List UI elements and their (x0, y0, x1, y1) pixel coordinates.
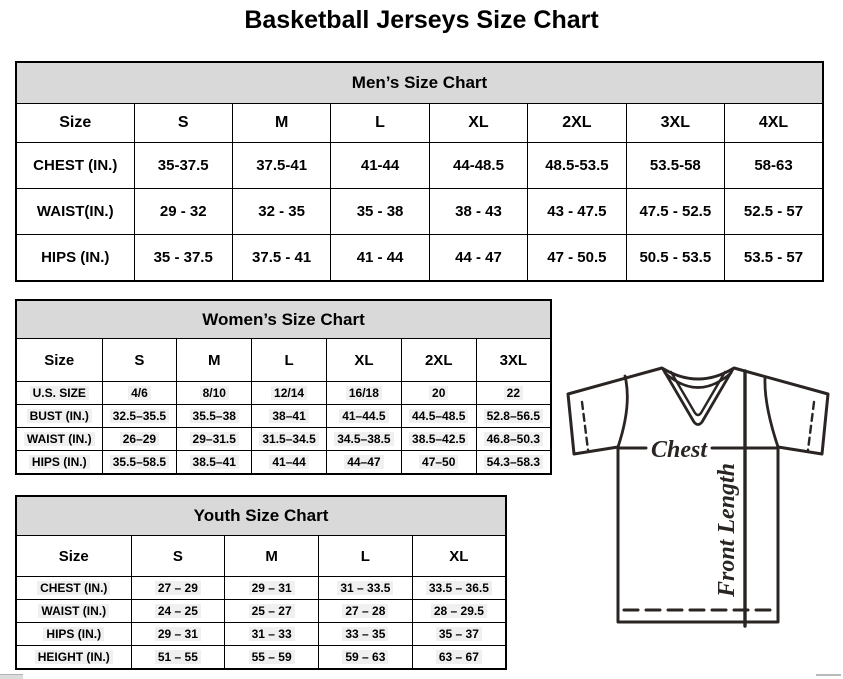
size-cell: 35 - 37.5 (134, 235, 232, 282)
size-cell: 31 – 33.5 (319, 577, 413, 600)
size-cell: 59 – 63 (319, 646, 413, 670)
size-cell: 8/10 (177, 382, 252, 405)
mens-size-table (15, 61, 824, 282)
size-cell: 35 – 37 (412, 623, 506, 646)
size-cell: 4/6 (102, 382, 177, 405)
size-cell: 47 - 50.5 (528, 235, 626, 282)
size-cell: 32.5–35.5 (102, 405, 177, 428)
size-cell: 41 - 44 (331, 235, 429, 282)
size-cell: 58-63 (725, 143, 823, 189)
size-cell: 43 - 47.5 (528, 189, 626, 235)
size-cell: 31 – 33 (225, 623, 319, 646)
size-cell: 46.8–50.3 (476, 428, 551, 451)
size-cell: 47.5 - 52.5 (626, 189, 724, 235)
mens-row-label: HIPS (IN.) (16, 235, 134, 282)
mens-col-header: M (232, 104, 330, 143)
womens-col-header-size: Size (16, 339, 102, 382)
size-cell: 44.5–48.5 (401, 405, 476, 428)
mens-col-header: S (134, 104, 232, 143)
size-cell: 35.5–38 (177, 405, 252, 428)
youth-table-title: Youth Size Chart (16, 496, 506, 536)
mens-row-label: WAIST(IN.) (16, 189, 134, 235)
mens-col-header-size: Size (16, 104, 134, 143)
womens-col-header: 3XL (476, 339, 551, 382)
mens-row-label: CHEST (IN.) (16, 143, 134, 189)
size-cell: 41-44 (331, 143, 429, 189)
size-cell: 54.3–58.3 (476, 451, 551, 475)
mens-col-header: L (331, 104, 429, 143)
youth-col-header: S (131, 536, 225, 577)
size-cell: 53.5 - 57 (725, 235, 823, 282)
womens-row-label: HIPS (IN.) (16, 451, 102, 475)
youth-col-header: L (319, 536, 413, 577)
size-cell: 29–31.5 (177, 428, 252, 451)
size-cell: 20 (401, 382, 476, 405)
size-cell: 33.5 – 36.5 (412, 577, 506, 600)
youth-row-label: HIPS (IN.) (16, 623, 131, 646)
size-cell: 41–44 (252, 451, 327, 475)
mens-col-header: 4XL (725, 104, 823, 143)
size-cell: 48.5-53.5 (528, 143, 626, 189)
youth-col-header: M (225, 536, 319, 577)
size-cell: 16/18 (326, 382, 401, 405)
size-cell: 37.5 - 41 (232, 235, 330, 282)
size-cell: 34.5–38.5 (326, 428, 401, 451)
size-cell: 29 - 32 (134, 189, 232, 235)
youth-size-table (15, 495, 507, 670)
size-cell: 26–29 (102, 428, 177, 451)
womens-col-header: XL (326, 339, 401, 382)
size-cell: 47–50 (401, 451, 476, 475)
youth-row-label: CHEST (IN.) (16, 577, 131, 600)
size-cell: 38–41 (252, 405, 327, 428)
jersey-outline (568, 368, 828, 622)
size-cell: 51 – 55 (131, 646, 225, 670)
size-cell: 44-48.5 (429, 143, 527, 189)
chest-label: Chest (650, 437, 708, 463)
size-cell: 12/14 (252, 382, 327, 405)
size-cell: 44–47 (326, 451, 401, 475)
size-cell: 52.8–56.5 (476, 405, 551, 428)
size-cell: 50.5 - 53.5 (626, 235, 724, 282)
size-cell: 27 – 28 (319, 600, 413, 623)
womens-size-table (15, 299, 552, 475)
size-cell: 55 – 59 (225, 646, 319, 670)
size-cell: 52.5 - 57 (725, 189, 823, 235)
size-cell: 29 – 31 (225, 577, 319, 600)
womens-table-title: Women’s Size Chart (16, 300, 551, 339)
front-length-label: Front Length (714, 462, 740, 598)
size-cell: 22 (476, 382, 551, 405)
mens-table-title: Men’s Size Chart (16, 62, 823, 104)
mens-col-header: XL (429, 104, 527, 143)
size-cell: 35 - 38 (331, 189, 429, 235)
youth-row-label: HEIGHT (IN.) (16, 646, 131, 670)
size-cell: 35.5–58.5 (102, 451, 177, 475)
womens-col-header: L (252, 339, 327, 382)
size-cell: 33 – 35 (319, 623, 413, 646)
size-cell: 38.5–42.5 (401, 428, 476, 451)
womens-col-header: M (177, 339, 252, 382)
size-cell: 38 - 43 (429, 189, 527, 235)
size-cell: 29 – 31 (131, 623, 225, 646)
mens-col-header: 2XL (528, 104, 626, 143)
size-cell: 41–44.5 (326, 405, 401, 428)
womens-col-header: 2XL (401, 339, 476, 382)
size-cell: 24 – 25 (131, 600, 225, 623)
size-cell: 53.5-58 (626, 143, 724, 189)
jersey-diagram-icon (558, 360, 840, 660)
size-cell: 32 - 35 (232, 189, 330, 235)
womens-row-label: U.S. SIZE (16, 382, 102, 405)
mens-col-header: 3XL (626, 104, 724, 143)
size-cell: 27 – 29 (131, 577, 225, 600)
size-cell: 25 – 27 (225, 600, 319, 623)
size-cell: 63 – 67 (412, 646, 506, 670)
womens-row-label: WAIST (IN.) (16, 428, 102, 451)
womens-col-header: S (102, 339, 177, 382)
bottom-left-edge-artifact (0, 674, 23, 679)
size-cell: 35-37.5 (134, 143, 232, 189)
bottom-right-edge-artifact (816, 674, 841, 676)
size-cell: 38.5–41 (177, 451, 252, 475)
size-cell: 31.5–34.5 (252, 428, 327, 451)
size-cell: 37.5-41 (232, 143, 330, 189)
page-title: Basketball Jerseys Size Chart (244, 6, 599, 34)
youth-row-label: WAIST (IN.) (16, 600, 131, 623)
womens-row-label: BUST (IN.) (16, 405, 102, 428)
youth-col-header: XL (412, 536, 506, 577)
size-cell: 44 - 47 (429, 235, 527, 282)
youth-col-header-size: Size (16, 536, 131, 577)
size-cell: 28 – 29.5 (412, 600, 506, 623)
